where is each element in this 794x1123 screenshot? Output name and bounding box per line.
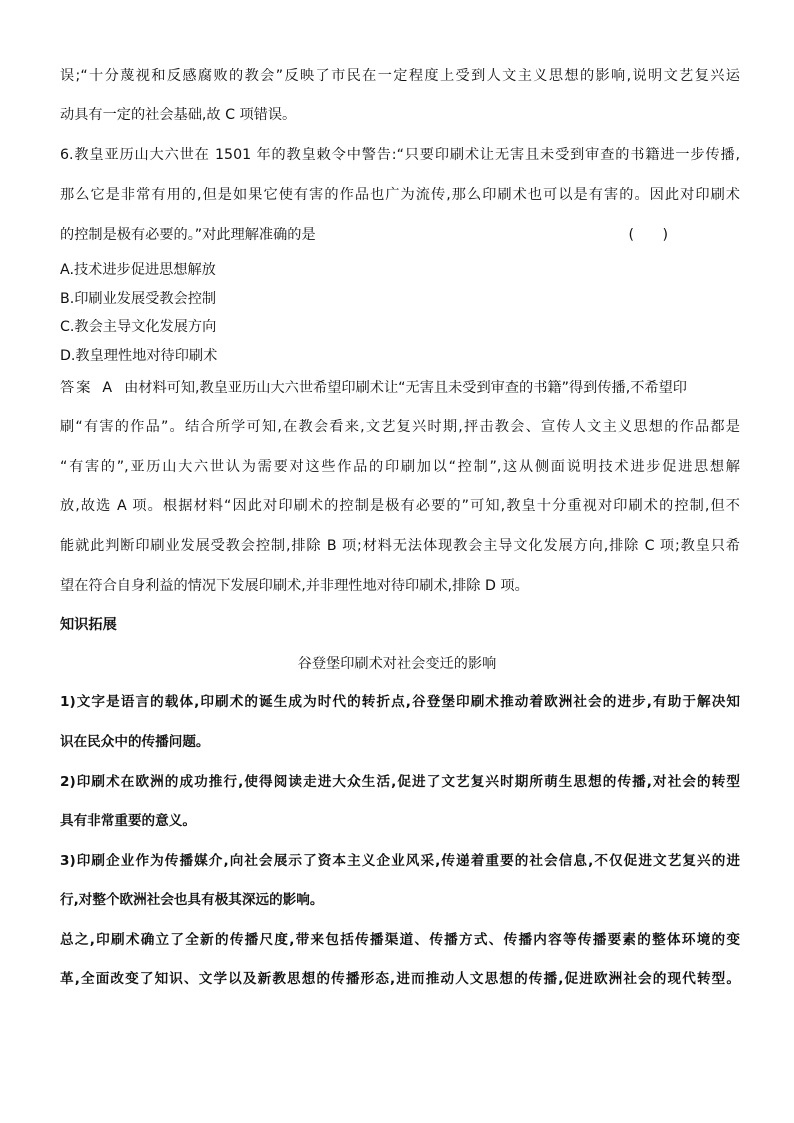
question-stem: 那么它是非常有用的,但是如果它使有害的作品也广为流传,那么印刷术也可以是有害的。因此对印刷术 <box>60 187 740 203</box>
answer-letter: A <box>102 380 113 396</box>
answer-explanation: 能就此判断印刷业发展受教会控制,排除 B 项;材料无法体现教会主导文化发展方向,排除 C 项;教皇只希 <box>60 538 740 554</box>
option-d: D.教皇理性地对待印刷术 <box>60 348 218 364</box>
knowledge-paragraph: 2)印刷术在欧洲的成功推行,使得阅读走进大众生活,促进了文艺复兴时期所萌生思想的传播,对社会的转型 <box>60 774 740 790</box>
answer-text: 由材料可知,教皇亚历山大六世希望印刷术让“无害且未受到审查的书籍”得到传播,不希望印 <box>124 380 687 396</box>
question-stem: 6.教皇亚历山大六世在 1501 年的教皇敕令中警告:“只要印刷术让无害且未受到审查的书籍进一步传播, <box>60 147 740 163</box>
answer-line <box>60 378 740 398</box>
answer-explanation: 刷“有害的作品”。结合所学可知,在教会看来,文艺复兴时期,抨击教会、宣传人文主义思想的作品都是 <box>60 419 740 435</box>
question-stem <box>60 225 740 245</box>
option-c: C.教会主导文化发展方向 <box>60 319 217 335</box>
answer-blank: ( ) <box>628 227 668 243</box>
knowledge-paragraph: 识在民众中的传播问题。 <box>60 734 210 750</box>
answer-explanation: “有害的”,亚历山大六世认为需要对这些作品的印刷加以“控制”,这从侧面说明技术进步促进思想解 <box>60 459 740 475</box>
option-b: B.印刷业发展受教会控制 <box>60 291 217 307</box>
knowledge-paragraph: 1)文字是语言的载体,印刷术的诞生成为时代的转折点,谷登堡印刷术推动着欧洲社会的进步,有助于解决知 <box>60 694 740 710</box>
answer-label: 答案 <box>60 380 93 396</box>
intro-line: 动具有一定的社会基础,故 C 项错误。 <box>60 107 297 123</box>
knowledge-summary: 革,全面改变了知识、文学以及新教思想的传播形态,进而推动人文思想的传播,促进欧洲社会的现代转型。 <box>60 971 740 987</box>
knowledge-heading: 知识拓展 <box>60 617 117 633</box>
option-a: A.技术进步促进思想解放 <box>60 262 216 278</box>
intro-line: 误;“十分蔑视和反感腐败的教会”反映了市民在一定程度上受到人文主义思想的影响,说明文艺复兴运 <box>60 68 740 84</box>
knowledge-paragraph: 3)印刷企业作为传播媒介,向社会展示了资本主义企业风采,传递着重要的社会信息,不仅促进文艺复兴的进 <box>60 853 740 869</box>
knowledge-paragraph: 具有非常重要的意义。 <box>60 813 196 829</box>
question-stem-text: 的控制是极有必要的。”对此理解准确的是 <box>60 227 316 243</box>
knowledge-title: 谷登堡印刷术对社会变迁的影响 <box>297 656 497 672</box>
knowledge-paragraph: 行,对整个欧洲社会也具有极其深远的影响。 <box>60 892 324 908</box>
knowledge-summary: 总之,印刷术确立了全新的传播尺度,带来包括传播渠道、传播方式、传播内容等传播要素的整体环境的变 <box>60 932 740 948</box>
answer-explanation: 放,故选 A 项。根据材料“因此对印刷术的控制是极有必要的”可知,教皇十分重视对印刷术的控制,但不 <box>60 498 740 514</box>
answer-explanation: 望在符合自身利益的情况下发展印刷术,并非理性地对待印刷术,排除 D 项。 <box>60 578 529 594</box>
